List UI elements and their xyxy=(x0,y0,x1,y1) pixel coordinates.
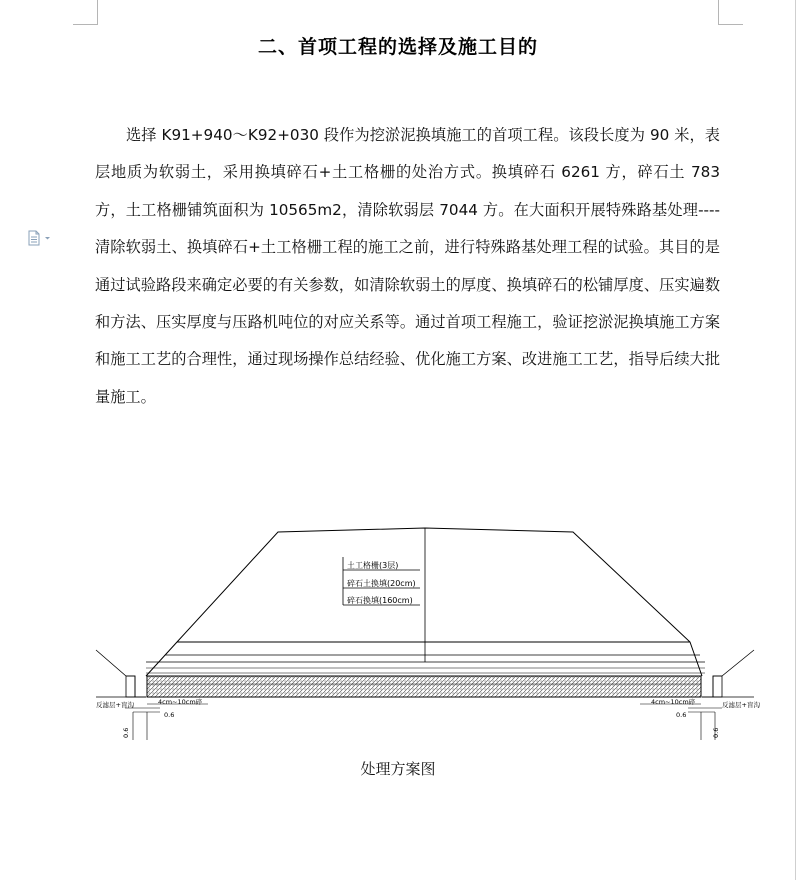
left-dimensions xyxy=(125,704,208,740)
legend-geogrid: 土工格栅(3层) xyxy=(347,561,399,570)
left-vertical-dim: 0.6 xyxy=(122,727,130,738)
legend-gravel: 碎石换填(160cm) xyxy=(347,596,413,605)
right-dim-06: 0.6 xyxy=(676,711,687,719)
body-paragraph: 选择 K91+940～K92+030 段作为挖淤泥换填施工的首项工程。该段长度为 90 米，表层地质为软弱土，采用换填碎石+土工格栅的处治方式。换填碎石 6261 方，碎石土 783 方，土工格栅铺筑面积为 10565m2，清除软弱层 7044 方。在大面积开展特殊路基处理----清除软弱土、换填碎石+土工格栅工程的施工之前，进行特殊路基处理工程的试验。其目的是通过试验路段来确定必要的有关参数，如清除软弱土的厚度、换填碎石的松铺厚度、压实遍数和方法、压实厚度与压路机吨位的对应关系等。通过首项工程施工，验证挖淤泥换填施工方案和施工工艺的合理性，通过现场操作总结经验、优化施工方案、改进施工工艺，指导后续大批量施工。 xyxy=(95,126,720,406)
page-title: 二、首项工程的选择及施工目的 xyxy=(257,36,538,58)
left-drain-label: 反滤层+盲沟 xyxy=(96,701,134,709)
embankment xyxy=(146,528,705,676)
right-gravel-dim: 4cm~10cm碎 xyxy=(651,698,696,706)
figure-caption: 处理方案图 xyxy=(360,760,436,778)
legend-gravel-soil: 碎石土换填(20cm) xyxy=(347,579,416,588)
left-gravel-dim: 4cm~10cm碎 xyxy=(158,698,203,706)
right-vertical-dim: 0.6 xyxy=(712,727,720,738)
left-dim-06: 0.6 xyxy=(164,711,175,719)
right-drain-label: 反滤层+盲沟 xyxy=(722,701,760,709)
right-dimensions xyxy=(640,704,722,740)
gravel-layer xyxy=(147,676,701,697)
